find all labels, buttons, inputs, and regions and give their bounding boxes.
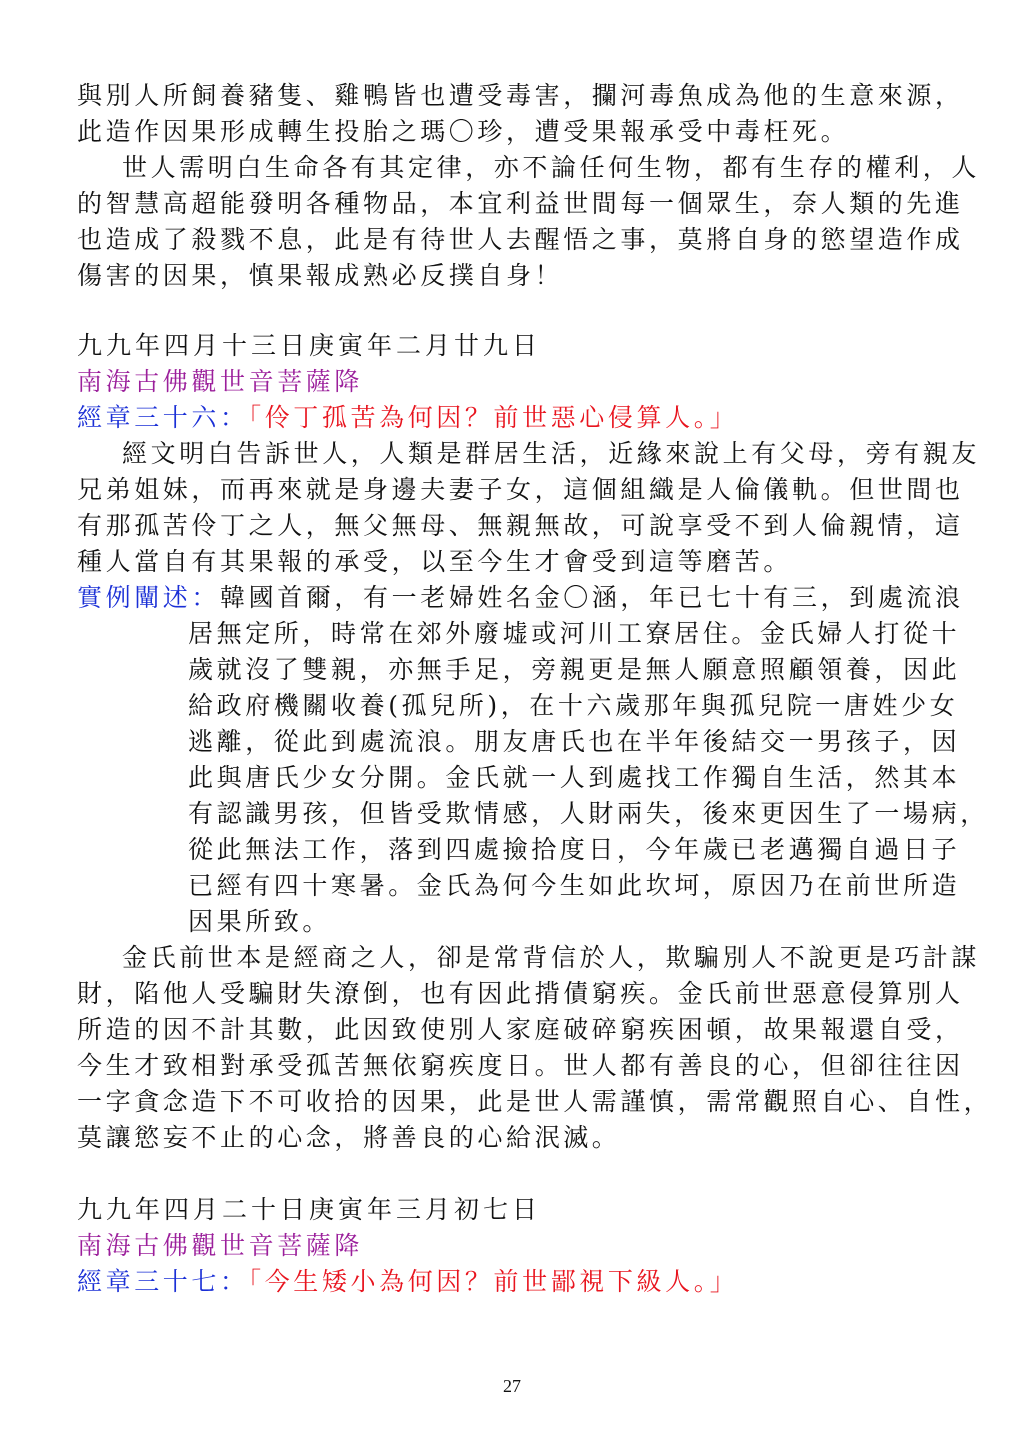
example-text: 韓國首爾，有一老婦姓名金〇涵，年已七十有三，到處流浪	[220, 583, 964, 612]
example-line: 因果所致。	[188, 907, 332, 936]
example-line: 已經有四十寒暑。金氏為何今生如此坎坷，原因乃在前世所造	[188, 871, 961, 900]
example-line: 有認識男孩，但皆受欺情感，人財兩失，後來更因生了一場病，	[188, 799, 989, 828]
example-line: 歲就沒了雙親，亦無手足，旁親更是無人願意照顧領養，因此	[188, 655, 961, 684]
paragraph-line: 此造作因果形成轉生投胎之瑪〇珍，遭受果報承受中毒枉死。	[77, 117, 850, 146]
deity-heading: 南海古佛觀世音菩薩降	[77, 1231, 364, 1260]
example-line: 給政府機關收養(孤兒所)，在十六歲那年與孤兒院一唐姓少女	[188, 691, 959, 720]
example-line: 居無定所，時常在郊外廢墟或河川工寮居住。金氏婦人打從十	[188, 619, 961, 648]
chapter-title: 「今生矮小為何因？前世鄙視下級人。」	[248, 1267, 739, 1296]
paragraph-line: 傷害的因果，慎果報成熟必反撲自身！	[77, 261, 564, 290]
chapter-heading	[77, 400, 738, 436]
paragraph-line: 所造的因不計其數，此因致使別人家庭破碎窮疾困頓，故果報還自受，	[77, 1015, 964, 1044]
section-date: 九九年四月二十日庚寅年三月初七日	[77, 1195, 542, 1224]
deity-heading: 南海古佛觀世音菩薩降	[77, 367, 364, 396]
example-line: 逃離，從此到處流浪。朋友唐氏也在半年後結交一男孩子，因	[188, 727, 961, 756]
paragraph-line: 莫讓慾妄不止的心念，將善良的心給泯滅。	[77, 1123, 621, 1152]
paragraph-line: 金氏前世本是經商之人，卻是常背信於人，欺騙別人不說更是巧計謀	[122, 943, 981, 972]
section-date: 九九年四月十三日庚寅年二月廿九日	[77, 331, 542, 360]
paragraph-line: 今生才致相對承受孤苦無依窮疾度日。世人都有善良的心，但卻往往因	[77, 1051, 964, 1080]
chapter-heading	[77, 1264, 738, 1300]
example-line: 從此無法工作，落到四處撿拾度日，今年歲已老邁獨自過日子	[188, 835, 961, 864]
paragraph-line: 兄弟姐妹，而再來就是身邊夫妻子女，這個組織是人倫儀軌。但世間也	[77, 475, 964, 504]
paragraph-line: 也造成了殺戮不息，此是有待世人去醒悟之事，莫將自身的慾望造作成	[77, 225, 964, 254]
paragraph-line: 有那孤苦伶丁之人，無父無母、無親無故，可說享受不到人倫親情，這	[77, 511, 964, 540]
page-number: 27	[503, 1376, 521, 1396]
chapter-label: 經章三十七：	[77, 1267, 249, 1296]
chapter-label: 經章三十六：	[77, 403, 249, 432]
paragraph-line: 一字貪念造下不可收拾的因果，此是世人需謹慎，需常觀照自心、自性，	[77, 1087, 993, 1116]
paragraph-line: 種人當自有其果報的承受，以至今生才會受到這等磨苦。	[77, 547, 793, 576]
paragraph-line: 世人需明白生命各有其定律，亦不論任何生物，都有生存的權利，人	[122, 153, 981, 182]
paragraph-line: 財，陷他人受騙財失潦倒，也有因此揹債窮疾。金氏前世惡意侵算別人	[77, 979, 964, 1008]
paragraph-line: 與別人所飼養豬隻、雞鴨皆也遭受毒害，攔河毒魚成為他的生意來源，	[77, 81, 964, 110]
chapter-title: 「伶丁孤苦為何因？前世惡心侵算人。」	[248, 403, 739, 432]
paragraph-line: 的智慧高超能發明各種物品，本宜利益世間每一個眾生，奈人類的先進	[77, 189, 964, 218]
example-line: 此與唐氏少女分開。金氏就一人到處找工作獨自生活，然其本	[188, 763, 961, 792]
paragraph-line: 經文明白告訴世人，人類是群居生活，近緣來說上有父母，旁有親友	[122, 439, 981, 468]
example-first-line	[77, 580, 964, 616]
example-label: 實例闡述：	[77, 583, 221, 612]
